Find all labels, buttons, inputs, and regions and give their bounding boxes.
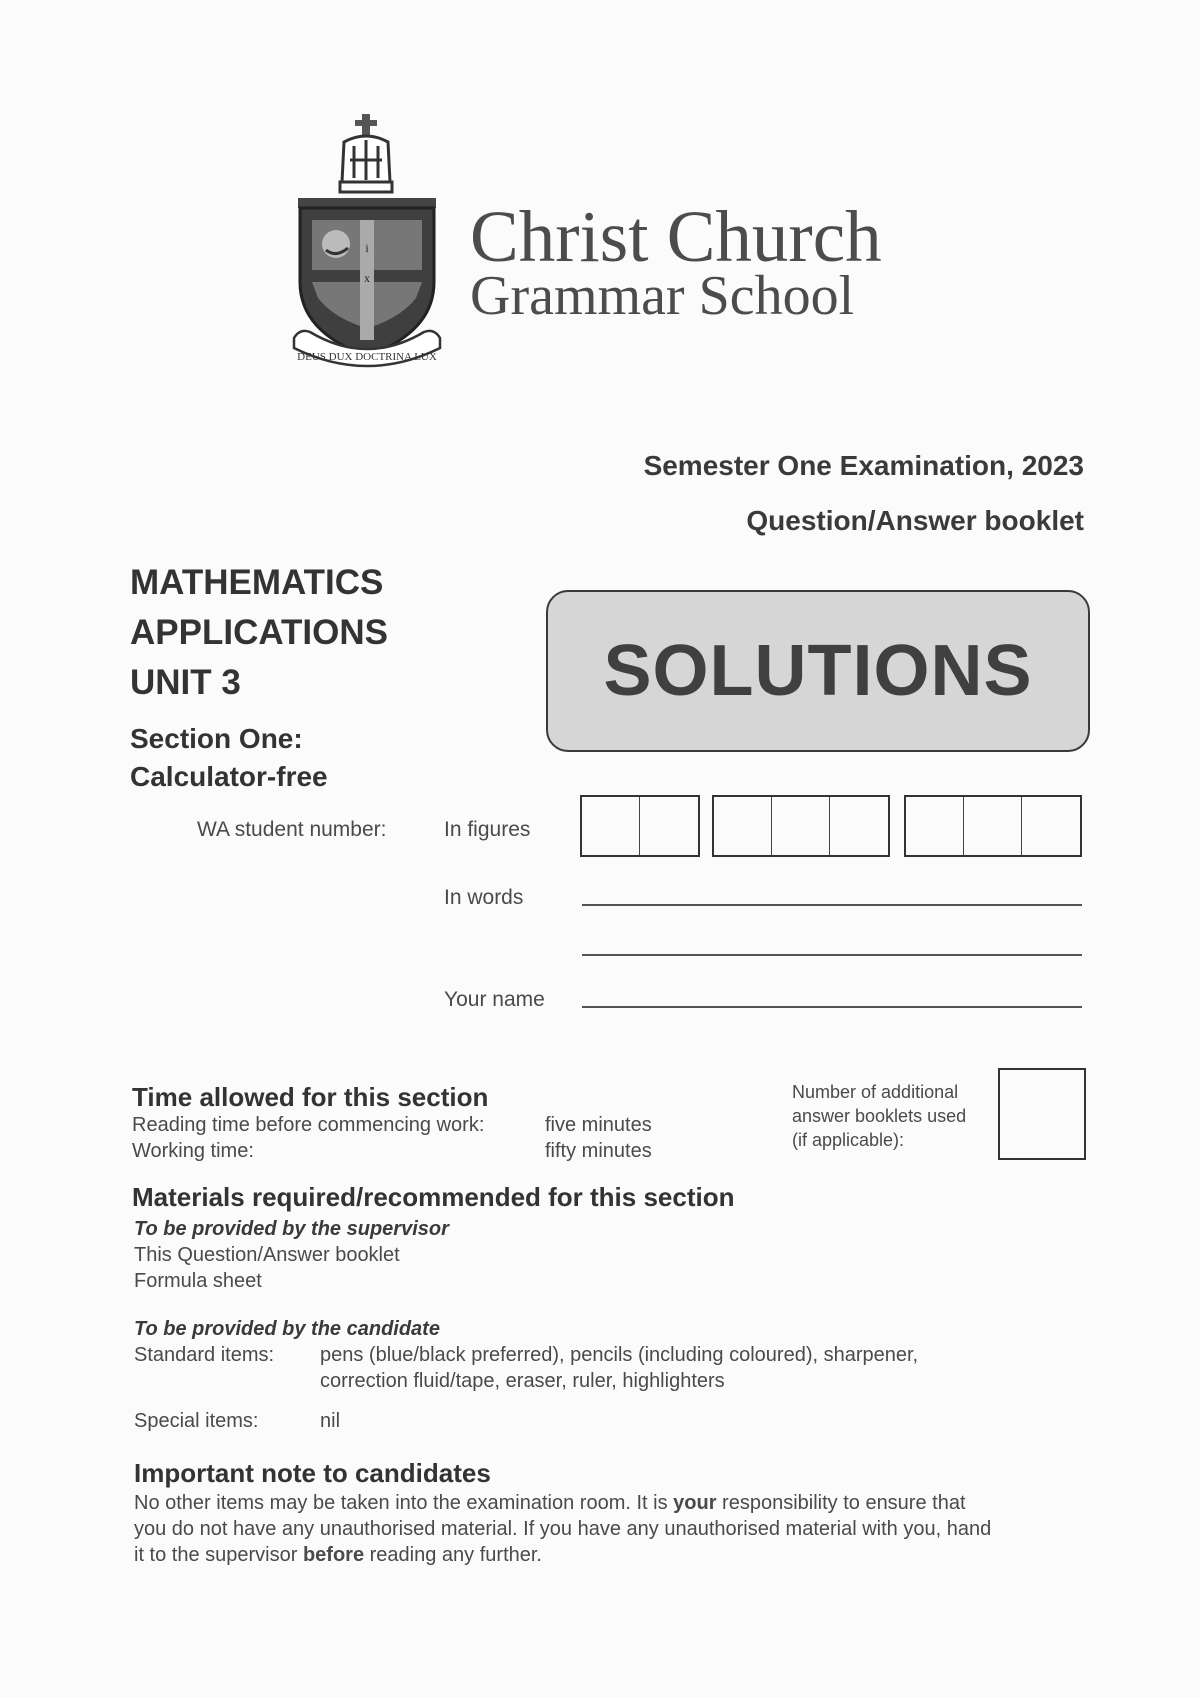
materials-heading: Materials required/recommended for this section (132, 1182, 735, 1212)
student-number-label: WA student number: (197, 818, 387, 841)
student-number-digits-group-1 (580, 795, 700, 857)
solutions-text: SOLUTIONS (603, 631, 1033, 711)
section-title (130, 720, 328, 796)
school-name-line2: Grammar School (470, 265, 855, 327)
crest-letter-x: x (364, 271, 370, 285)
student-number-digits-group-3 (904, 795, 1082, 857)
subject-title (130, 558, 388, 708)
in-words-line-2[interactable] (582, 954, 1082, 956)
subject-line: MATHEMATICS (130, 563, 384, 602)
additional-booklets-label-line3: (if applicable): (792, 1130, 905, 1150)
additional-booklets-label-line2: answer booklets used (792, 1106, 967, 1126)
standard-items-label: Standard items: (134, 1344, 275, 1366)
note-text: responsibility to ensure that (716, 1492, 966, 1514)
candidate-heading: To be provided by the candidate (134, 1318, 440, 1340)
additional-booklets-box[interactable] (998, 1068, 1086, 1160)
additional-booklets-label-line1: Number of additional (792, 1082, 959, 1102)
your-name-line[interactable] (582, 1006, 1082, 1008)
student-number-digits-group-2 (712, 795, 890, 857)
time-allowed-heading: Time allowed for this section (132, 1082, 489, 1112)
standard-items-line2: correction fluid/tape, eraser, ruler, highlighters (320, 1370, 725, 1392)
important-note-line2: you do not have any unauthorised material. If you have any unauthorised material with you, hand (134, 1518, 992, 1540)
standard-items-line1: pens (blue/black preferred), pencils (including coloured), sharpener, (320, 1344, 919, 1366)
crest-motto: DEUS DUX DOCTRINA LUX (297, 351, 437, 363)
supervisor-item: This Question/Answer booklet (134, 1244, 400, 1266)
in-figures-label: In figures (444, 818, 531, 841)
student-number-digit-box[interactable] (772, 797, 830, 855)
reading-time-label: Reading time before commencing work: (132, 1114, 485, 1136)
student-number-digit-box[interactable] (1022, 797, 1080, 855)
subject-line: UNIT 3 (130, 663, 241, 702)
student-number-digit-box[interactable] (714, 797, 772, 855)
important-note-line1 (134, 1492, 966, 1515)
note-text: No other items may be taken into the examination room. It is (134, 1492, 674, 1514)
working-time-value: fifty minutes (545, 1140, 652, 1162)
in-words-label: In words (444, 886, 524, 909)
special-items-value: nil (320, 1410, 341, 1432)
supervisor-item: Formula sheet (134, 1270, 262, 1292)
school-name-line1: Christ Church (470, 196, 882, 277)
special-items-label: Special items: (134, 1410, 259, 1432)
your-name-label: Your name (444, 988, 545, 1011)
supervisor-heading: To be provided by the supervisor (134, 1218, 449, 1240)
working-time-label: Working time: (132, 1140, 254, 1162)
student-number-digit-box[interactable] (640, 797, 698, 855)
subject-line: APPLICATIONS (130, 613, 388, 652)
school-crest-logo (292, 112, 442, 374)
section-line1: Section One: (130, 723, 303, 754)
in-words-line-1[interactable] (582, 904, 1082, 906)
crest-letter-i: i (365, 241, 369, 255)
important-note-line3 (134, 1544, 542, 1567)
section-line2: Calculator-free (130, 761, 328, 792)
student-number-digit-box[interactable] (906, 797, 964, 855)
important-note-heading: Important note to candidates (134, 1458, 491, 1488)
note-emphasis: before (302, 1544, 365, 1566)
student-number-digit-box[interactable] (582, 797, 640, 855)
student-number-digit-box[interactable] (830, 797, 888, 855)
note-text: it to the supervisor (134, 1544, 303, 1566)
student-number-digit-box[interactable] (964, 797, 1022, 855)
booklet-title: Question/Answer booklet (746, 505, 1084, 536)
note-emphasis: your (673, 1492, 717, 1514)
solutions-banner (546, 590, 1090, 752)
reading-time-value: five minutes (545, 1114, 652, 1136)
exam-title: Semester One Examination, 2023 (643, 450, 1084, 481)
note-text: reading any further. (364, 1544, 542, 1566)
